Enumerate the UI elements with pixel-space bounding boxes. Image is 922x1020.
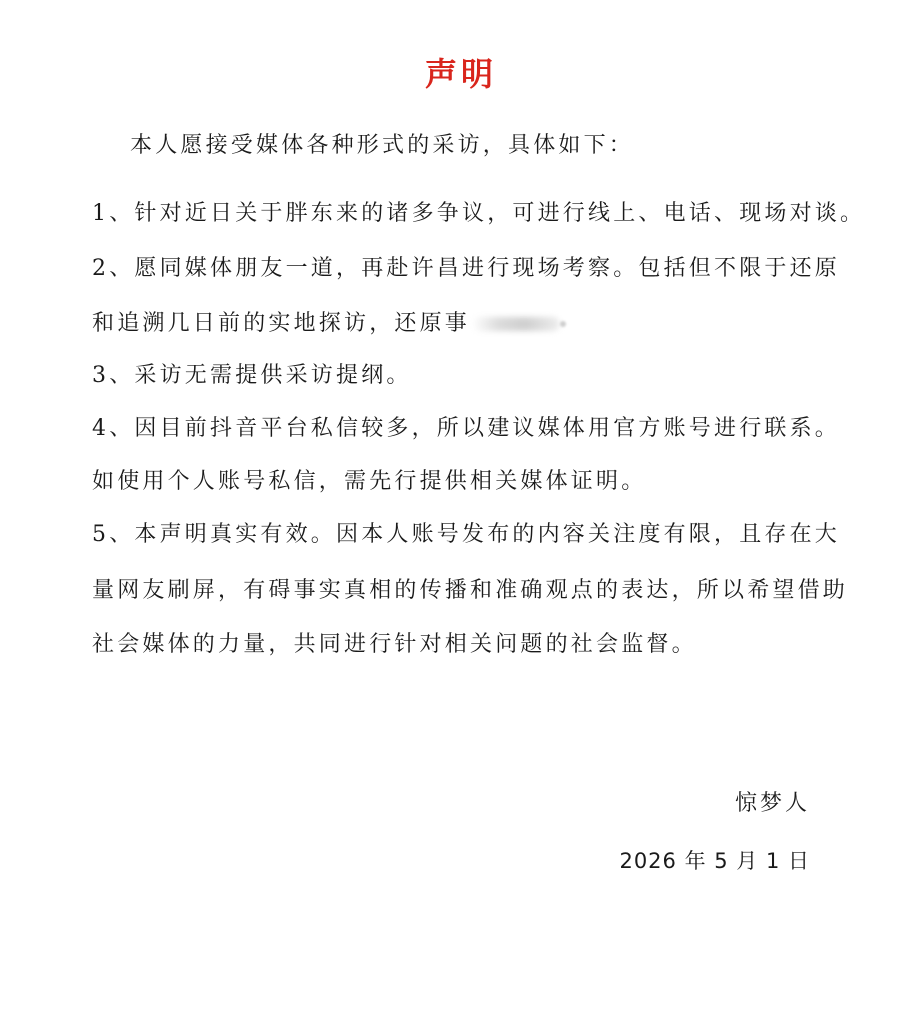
item-1: 1、针对近日关于胖东来的诸多争议，可进行线上、电话、现场对谈。 — [92, 201, 866, 226]
intro-paragraph: 本人愿接受媒体各种形式的采访，具体如下： — [130, 133, 635, 158]
item-4-line-1: 4、因目前抖音平台私信较多，所以建议媒体用官方账号进行联系。 — [92, 416, 840, 441]
document-title: 声明 — [424, 55, 497, 93]
statement-date: 2026 年 5 月 1 日 — [619, 849, 810, 873]
item-2-line-1: 2、愿同媒体朋友一道，再赴许昌进行现场考察。包括但不限于还原 — [92, 256, 840, 281]
item-2-line-2-text: 和追溯几日前的实地探访，还原事 — [92, 311, 471, 336]
signature: 惊梦人 — [734, 791, 810, 816]
item-2-line-2 — [92, 308, 566, 340]
item-5-line-1: 5、本声明真实有效。因本人账号发布的内容关注度有限，且存在大 — [92, 522, 840, 547]
item-4-line-2: 如使用个人账号私信，需先行提供相关媒体证明。 — [92, 469, 647, 494]
item-5-line-3: 社会媒体的力量，共同进行针对相关问题的社会监督。 — [92, 632, 697, 657]
redacted-blur — [472, 317, 560, 331]
item-5-line-2: 量网友刷屏，有碍事实真相的传播和准确观点的表达，所以希望借助 — [92, 578, 849, 603]
item-3: 3、采访无需提供采访提纲。 — [92, 363, 412, 388]
redacted-blur-end — [560, 321, 566, 327]
